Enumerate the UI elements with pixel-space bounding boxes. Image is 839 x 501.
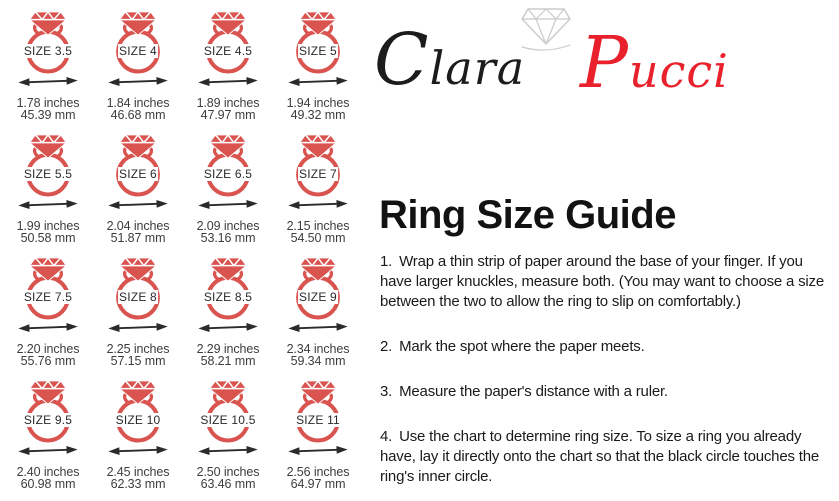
diamond-ring-icon: [287, 6, 349, 74]
ring-size-cell: [183, 375, 273, 498]
ring-size-label: SIZE 9: [299, 290, 337, 304]
page-title: Ring Size Guide: [379, 193, 676, 237]
ring-size-label: SIZE 10.5: [200, 413, 256, 427]
ring-size-label: SIZE 8.5: [203, 290, 253, 304]
instruction-step: [380, 427, 832, 487]
diameter-arrow-icon: [286, 197, 350, 212]
ring-size-cell: [93, 375, 183, 498]
ring-size-label: SIZE 3.5: [23, 44, 73, 58]
ring-size-chart: [3, 6, 369, 498]
brand-logo: [372, 0, 772, 104]
ring-size-cell: [93, 129, 183, 252]
instruction-step: [380, 252, 832, 312]
size-mm: 55.76 mm: [20, 354, 76, 368]
diamond-ring-icon: [287, 375, 349, 443]
size-measurements: [17, 343, 80, 367]
ring-size-cell: [3, 252, 93, 375]
diameter-arrow-icon: [286, 320, 350, 335]
size-measurements: [287, 97, 350, 121]
size-inches: 2.20 inches: [16, 342, 80, 356]
diameter-arrow-icon: [106, 74, 170, 89]
diameter-arrow-icon: [286, 443, 350, 458]
size-mm: 60.98 mm: [20, 477, 76, 491]
size-inches: 2.56 inches: [286, 465, 350, 479]
ring-size-cell: [3, 129, 93, 252]
size-inches: 1.89 inches: [196, 96, 260, 110]
size-inches: 2.25 inches: [106, 342, 170, 356]
diamond-ring-icon: [17, 6, 79, 74]
size-measurements: [107, 97, 170, 121]
size-mm: 46.68 mm: [110, 108, 166, 122]
ring-size-label: SIZE 11: [296, 413, 340, 427]
size-measurements: [197, 97, 260, 121]
size-inches: 1.84 inches: [106, 96, 170, 110]
size-measurements: [287, 343, 350, 367]
diameter-arrow-icon: [16, 197, 80, 212]
ring-size-cell: [273, 252, 363, 375]
size-inches: 1.78 inches: [16, 96, 80, 110]
ring-size-cell: [3, 375, 93, 498]
size-mm: 57.15 mm: [110, 354, 166, 368]
ring-size-label: SIZE 6.5: [203, 167, 253, 181]
size-mm: 50.58 mm: [20, 231, 76, 245]
diameter-arrow-icon: [16, 74, 80, 89]
size-mm: 59.34 mm: [290, 354, 346, 368]
brand-word-clara: Clara: [374, 18, 526, 101]
size-inches: 2.15 inches: [286, 219, 350, 233]
size-mm: 62.33 mm: [110, 477, 166, 491]
step-text: Wrap a thin strip of paper around the base of your finger. If you have larger knuckles, measure both. (You may want to choose a size between the two to allow the ring to slip on comfortably.): [380, 253, 824, 310]
size-inches: 2.40 inches: [16, 465, 80, 479]
diameter-arrow-icon: [106, 320, 170, 335]
diamond-ring-icon: [287, 129, 349, 197]
size-mm: 63.46 mm: [200, 477, 256, 491]
size-inches: 2.45 inches: [106, 465, 170, 479]
ring-size-label: SIZE 9.5: [23, 413, 73, 427]
step-number: 3.: [380, 383, 393, 400]
size-inches: 1.94 inches: [286, 96, 350, 110]
instruction-step: [380, 337, 832, 357]
size-measurements: [107, 220, 170, 244]
ring-size-cell: [273, 375, 363, 498]
step-text: Measure the paper's distance with a ruler.: [399, 383, 668, 400]
step-number: 4.: [380, 428, 393, 445]
size-measurements: [197, 343, 260, 367]
size-measurements: [17, 466, 80, 490]
instruction-list: [380, 252, 832, 501]
diameter-arrow-icon: [106, 443, 170, 458]
diameter-arrow-icon: [16, 443, 80, 458]
step-text: Use the chart to determine ring size. To size a ring you already have, lay it directly onto the chart so that the black circle touches the ring's inner circle.: [380, 428, 819, 485]
size-inches: 2.09 inches: [196, 219, 260, 233]
diamond-ring-icon: [197, 129, 259, 197]
instruction-step: [380, 382, 832, 402]
diameter-arrow-icon: [106, 197, 170, 212]
diamond-ring-icon: [107, 252, 169, 320]
diameter-arrow-icon: [196, 320, 260, 335]
diameter-arrow-icon: [196, 197, 260, 212]
ring-size-label: SIZE 8: [119, 290, 157, 304]
size-measurements: [197, 466, 260, 490]
ring-size-cell: [183, 129, 273, 252]
size-measurements: [287, 220, 350, 244]
ring-size-cell: [93, 252, 183, 375]
ring-size-label: SIZE 10: [115, 413, 161, 427]
size-measurements: [17, 220, 80, 244]
size-mm: 47.97 mm: [200, 108, 256, 122]
ring-size-cell: [273, 129, 363, 252]
diamond-ring-icon: [197, 252, 259, 320]
diamond-ring-icon: [287, 252, 349, 320]
size-measurements: [107, 343, 170, 367]
size-mm: 49.32 mm: [290, 108, 346, 122]
diamond-ring-icon: [107, 129, 169, 197]
diamond-ring-icon: [197, 6, 259, 74]
ring-size-label: SIZE 7.5: [23, 290, 73, 304]
ring-size-label: SIZE 5.5: [23, 167, 73, 181]
ring-size-label: SIZE 6: [119, 167, 157, 181]
diameter-arrow-icon: [16, 320, 80, 335]
diamond-ring-icon: [17, 375, 79, 443]
size-mm: 53.16 mm: [200, 231, 256, 245]
guide-panel: [372, 0, 837, 501]
size-mm: 64.97 mm: [290, 477, 346, 491]
size-inches: 2.34 inches: [286, 342, 350, 356]
size-measurements: [17, 97, 80, 121]
brand-word-pucci: Pucci: [580, 21, 729, 104]
diamond-ring-icon: [107, 375, 169, 443]
ring-size-label: SIZE 4.5: [203, 44, 253, 58]
diameter-arrow-icon: [286, 74, 350, 89]
step-number: 1.: [380, 253, 393, 270]
ring-size-label: SIZE 7: [299, 167, 337, 181]
ring-size-cell: [3, 6, 93, 129]
diamond-ring-icon: [197, 375, 259, 443]
diamond-ring-icon: [17, 252, 79, 320]
size-inches: 2.29 inches: [196, 342, 260, 356]
size-mm: 58.21 mm: [200, 354, 256, 368]
size-measurements: [107, 466, 170, 490]
size-mm: 45.39 mm: [20, 108, 76, 122]
step-text: Mark the spot where the paper meets.: [399, 338, 645, 355]
ring-size-label: SIZE 4: [119, 44, 157, 58]
size-inches: 2.04 inches: [106, 219, 170, 233]
diamond-ring-icon: [107, 6, 169, 74]
size-inches: 1.99 inches: [16, 219, 80, 233]
ring-size-cell: [273, 6, 363, 129]
size-mm: 54.50 mm: [290, 231, 346, 245]
size-measurements: [287, 466, 350, 490]
ring-size-cell: [183, 252, 273, 375]
size-inches: 2.50 inches: [196, 465, 260, 479]
step-number: 2.: [380, 338, 393, 355]
ring-size-cell: [183, 6, 273, 129]
size-measurements: [197, 220, 260, 244]
diameter-arrow-icon: [196, 443, 260, 458]
size-mm: 51.87 mm: [110, 231, 166, 245]
ring-size-cell: [93, 6, 183, 129]
ring-size-label: SIZE 5: [299, 44, 337, 58]
diameter-arrow-icon: [196, 74, 260, 89]
diamond-ring-icon: [17, 129, 79, 197]
